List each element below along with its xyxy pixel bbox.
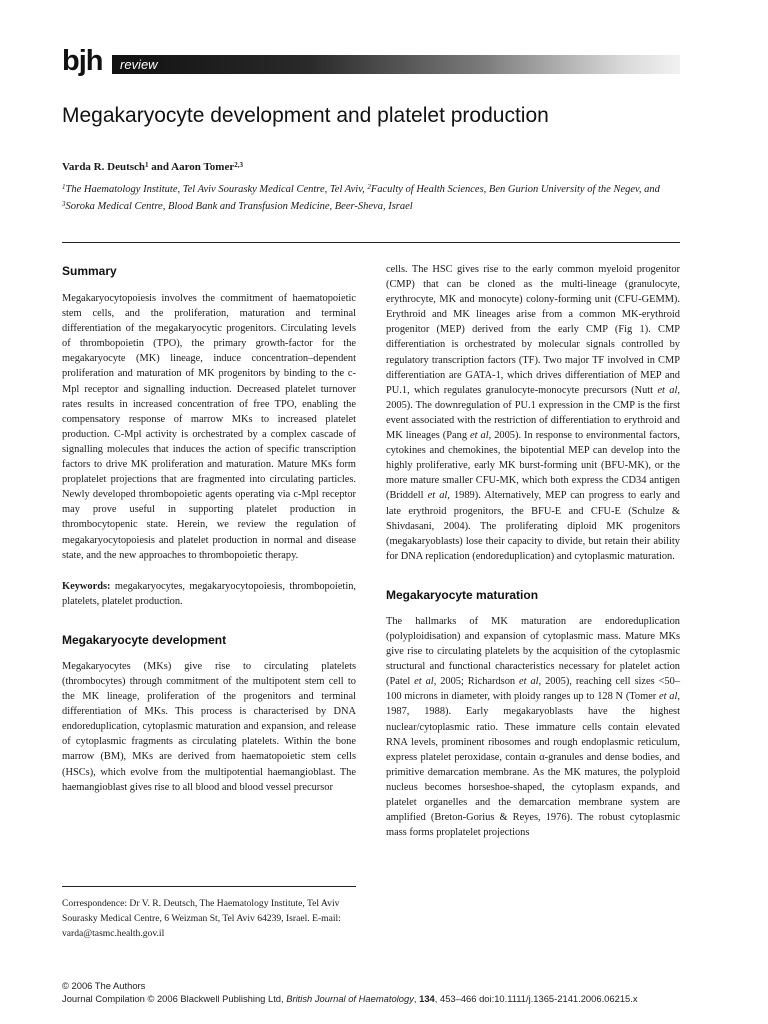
summary-heading: Summary xyxy=(62,264,117,278)
text-run: cells. The HSC gives rise to the early common myeloid progenitor (CMP) that can be cloned as the multi-lineage (granulocyte, erythrocyte, MK and monocyte) colony-forming unit (CFU-GEMM). Erythroid and MK lineages arise from a common MK-erythroid progenitor (MEP) derived from the early CMP (Fig 1). CMP differentiation is orchestrated by molecular signals controlled by regulatory transcription factors (TF). Two major TF involved in CMP differentiation are GATA-1, which drives differentiation of MEP and PU.1, which regulates granulocyte-monocyte precursors (Nutt xyxy=(386,264,680,396)
affiliations xyxy=(62,181,682,215)
journal-volume: 134 xyxy=(419,993,435,1004)
author-line xyxy=(62,159,702,175)
keywords-text: megakaryocytes, megakaryocytopoiesis, thrombopoietin, platelets, platelet production. xyxy=(62,580,356,607)
affil-mark-2: 2 xyxy=(367,183,371,191)
text-run: , 2005). In response to environmental factors, cytokines and chemokines, the bipotential MEP can develop into the highly proliferative, early MK burst-forming unit (BFU-MK), or the more mature smaller CFU-MK, which both express the CD34 antigen (Briddell xyxy=(386,430,680,502)
text-run: , 2005), reaching cell sizes <50–100 microns in diameter, with ploidy ranges up to 128 N (Tomer xyxy=(386,676,681,703)
author-1: Varda R. Deutsch xyxy=(62,161,146,173)
left-column xyxy=(62,262,356,795)
section-label: review xyxy=(120,57,158,72)
article-title: Megakaryocyte development and platelet production xyxy=(62,104,549,127)
journal-logo: bjh xyxy=(62,45,103,77)
keywords-label: Keywords: xyxy=(62,580,111,592)
summary-text: Megakaryocytopoiesis involves the commitment of haematopoietic stem cells, and the proliferation, maturation and terminal differentiation of the megakaryocytic progenitors. Circulating levels of thrombopoietin (TPO), the primary growth-factor for the megakaryocyte (MK) lineage, induce concentration–dependent proliferation and maturation of MK progenitors by binding to the c-Mpl receptor and signalling induction. Decreased platelet turnover rates results in increased concentration of free TPO, enabling the compensatory response of marrow MKs to increased platelet production. C-Mpl activity is orchestrated by a complex cascade of signalling molecules that induces the action of specific transcription factors to drive MK proliferation and maturation. Mature MKs form proplatelet projections that are fragmented into circulating particles. Newly developed thrombopoietic agents operating via c-Mpl receptor may prove useful in supporting platelet production in thrombocytopenic state. Herein, we review the regulation of megakaryocytopoiesis and platelet production in normal and disease state, and the new approaches to thrombopoietic therapy. xyxy=(62,293,356,561)
footer-doi: , 453–466 doi:10.1111/j.1365-2141.2006.06215.x xyxy=(434,993,638,1004)
citation-etal: et al xyxy=(427,490,448,502)
affil-mark-3: 3 xyxy=(62,200,66,208)
keywords xyxy=(62,579,356,609)
citation-etal: et al xyxy=(414,676,434,688)
affiliation-2: Faculty of Health Sciences, Ben Gurion University of the Negev, and xyxy=(370,184,660,195)
text-run: , 1987, 1988). Early megakaryoblasts have the highest nuclear/cytoplasmic ratio. These immature cells contain elevated RNA levels, prominent ribosomes and rough endoplasmic reticulum, express platelet peroxidase, contain α-granules and dense bodies, and primitive demarcation membrane. As the MK matures, the polyploid nucleus becomes horseshoe-shaped, the cytoplasm expands, and platelet organelles and the demarcation membrane system are amplified (Breton-Gorius & Reyes, 1976). The robust cytoplasmic mass forms proplatelet projections xyxy=(386,691,680,839)
author-conjunction: and xyxy=(148,161,172,173)
footer-text: , xyxy=(413,993,420,1004)
text-run: , 2005; Richardson xyxy=(433,676,520,688)
text-run: , 1989). Alternatively, MEP can progress to early and late erythroid progenitors, the BFU-E and CFU-E (Schulze & Shivdasani, 2004). The proliferating diploid MK progenitors (megakaryoblasts) lose their capacity to divide, but retain their ability for DNA replication (endoreduplication) and cytoplasmic maturation. xyxy=(386,490,680,562)
affiliation-1: The Haematology Institute, Tel Aviv Sourasky Medical Centre, Tel Aviv, xyxy=(65,184,368,195)
author-1-affil: 1 xyxy=(145,161,149,169)
header-rule xyxy=(62,242,680,243)
text-run: , 2005). The downregulation of PU.1 expression in the CMP is the first event associated with the restriction of differentiation to erythroid and MK lineages (Pang xyxy=(386,384,680,442)
copyright-line: © 2006 The Authors xyxy=(62,980,146,991)
text-run: The hallmarks of MK maturation are endoreduplication (polyploidisation) and expansion of cytoplasmic mass. Mature MKs give rise to circulating platelets by the acquisition of the cytoplasmic structural and functional characteristics necessary for platelet action (Patel xyxy=(386,615,680,688)
right-column xyxy=(386,262,680,840)
citation-etal: et al xyxy=(470,430,489,442)
journal-name: British Journal of Haematology xyxy=(286,993,414,1004)
footer-text: Journal Compilation © 2006 Blackwell Publishing Ltd, xyxy=(62,993,287,1004)
page-footer xyxy=(62,979,702,1005)
development-text: Megakaryocytes (MKs) give rise to circulating platelets (thrombocytes) through commitment of the multipotent stem cell to the MK lineage, proliferation of the progenitors and terminal differentiation of MKs. This process is characterised by DNA endoreduplication, cytoplasmic maturation and expansion, and release of cytoplasmic fragments as circulating platelets. Within the bone marrow (BM), MKs are derived from haematopoietic stem cells (HSCs), which evolve from the multipotential haemangioblast. The haemangioblast gives rise to all blood and blood vessel precursor xyxy=(62,660,356,793)
affiliation-3: Soroka Medical Centre, Blood Bank and Transfusion Medicine, Beer-Sheva, Israel xyxy=(65,201,413,212)
development-heading: Megakaryocyte development xyxy=(62,632,227,647)
maturation-heading: Megakaryocyte maturation xyxy=(386,587,539,602)
footnote-rule xyxy=(62,886,356,887)
author-2-affil: 2,3 xyxy=(234,161,243,169)
citation-etal: et al xyxy=(519,676,539,688)
citation-etal: et al xyxy=(659,691,678,703)
section-band xyxy=(112,55,680,74)
citation-line xyxy=(62,992,702,1005)
correspondence-note: Correspondence: Dr V. R. Deutsch, The Haematology Institute, Tel Aviv Sourasky Medical Centre, 6 Weizman St, Tel Aviv 64239, Israel. E-mail: varda@tasmc.health.gov.il xyxy=(62,898,341,939)
affil-mark-1: 1 xyxy=(62,183,66,191)
journal-header xyxy=(62,45,680,78)
maturation-paragraph xyxy=(386,614,680,840)
cmp-paragraph xyxy=(386,262,680,564)
author-2: Aaron Tomer xyxy=(171,161,235,173)
citation-etal: et al xyxy=(657,384,678,396)
